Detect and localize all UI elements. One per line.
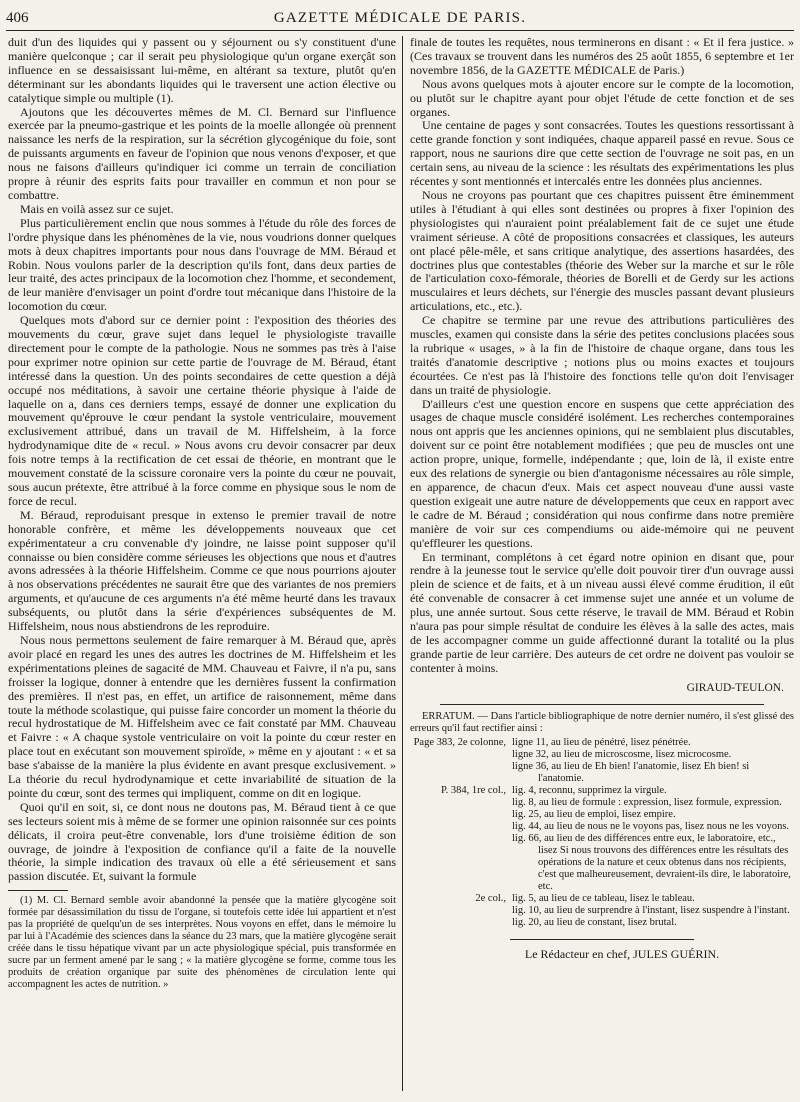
erratum-text: lig. 25, au lieu de emploi, lisez empire.: [512, 808, 676, 820]
erratum-row: [410, 749, 794, 761]
erratum-row: [410, 797, 794, 809]
left-column: [8, 36, 396, 1096]
erratum-text: lig. 44, au lieu de nous ne le voyons pas, lisez nous ne les voyons.: [512, 820, 790, 832]
erratum-row: [410, 761, 794, 785]
paragraph: M. Béraud, reproduisant presque in extenso le premier travail de notre honorable confrère, et même les développements nouveaux que cet expérimentateur a cru convenable d'y joindre, ne laisse point supposer qu'il connaisse ou bien considère comme sérieuses les objections que nous et d'autres avons adressées à la théorie Hiffelsheim. Comme ce que nous pourrions ajouter à nos observations précédentes ne saurait être que des variantes de nos premiers arguments, et qu'aucune de ces arguments n'a été même heurté dans les travaux subséquents, ou plutôt dans la série d'expériences subséquentes de M. Hiffelsheim, nous nous abstiendrons de les reproduire.: [8, 507, 396, 634]
erratum-row: [410, 905, 794, 917]
erratum-ref: P. 384, 1re col.,: [440, 784, 506, 796]
erratum-row: [410, 833, 794, 893]
erratum-text: lig. 8, au lieu de formule : expression, lisez formule, expression.: [512, 796, 782, 808]
erratum-ref: [410, 749, 512, 761]
erratum-text: lig. 10, au lieu de surprendre à l'instant, lisez suspendre à l'instant.: [512, 904, 790, 916]
paragraph: D'ailleurs c'est une question encore en suspens que cette appréciation des usages de chaque muscle considéré isolément. Les recherches contemporaines nous ont appris que les anciennes opinions, qui ne semblaient plus discutables, doivent sur ce point être notablement modifiées ; que peu de muscles ont une action propre, unique, formelle, indépendante ; que, loin de là, il existe entre eux des relations de synergie ou bien d'antagonisme nécessaires au rôle simple, en apparence, de chacun d'eux. Mais cet aspect nouveau d'une aussi vaste question exigeait une autre nature de développements que ceux en rapport avec le cadre de M. Béraud ; considération qui nous confirme dans notre première manière de voir sur ces compendiums ou aide-mémoire qui ne peuvent qu'effleurer les questions.: [410, 396, 794, 550]
erratum-intro: ERRATUM. — Dans l'article bibliographique de notre dernier numéro, il s'est glissé des erreurs qu'il faut rectifier ainsi :: [410, 710, 794, 734]
erratum-ref: Page 383, 2e colonne,: [413, 736, 506, 748]
paragraph: Nous ne croyons pas pourtant que ces chapitres puissent être éminemment utiles à l'étudiant à qui elles sont destinées ou propres à fixer l'opinion des physiologistes qui n'auraient point préalablement fait de ce sujet une étude vraiment sérieuse. A côté de propositions consacrées et classiques, les auteurs ont placé pêle-mêle, et sans critique analytique, des assertions hasardées, des doctrines plus que contestables (théorie des Weber sur la marche et sur le rôle de l'articulation coxo-fémorale, théories de Borelli et de Gerdy sur les actions musculaires et leurs déchets, sur l'énergie des muscles passant devant plusieurs articulations, etc., etc.).: [410, 187, 794, 314]
erratum-ref: [410, 761, 512, 785]
paragraph: Quelques mots d'abord sur ce dernier point : l'exposition des théories des mouvements du cœur, grave sujet dans lequel le physiologiste travaille directement pour le compte de la pathologie. Nous ne sommes pas très à l'aise pour exprimer notre opinion sur cette partie de l'ouvrage de M. Béraud, étant intéressé dans la question. Un des points secondaires de cette question a déjà occupé nos méditations, à savoir une certaine théorie physique à l'aide de laquelle on a, dans ces derniers temps, essayé de donner une explication du mouvement qu'éprouve le cœur pendant la systole ventriculaire, mouvement exclusivement attribué, dans un travail de M. Hiffelsheim, à la force hydrodynamique dite de « recul. » Nous avons cru devoir consacrer par deux fois notre temps à la rectification de cet essai de théorie, en montrant que le mouvement constaté de la scissure coronaire vers la pointe du cœur ne pouvait, sous aucun prétexte, être attribué à la force comme en physique sous le nom de force de recul.: [8, 313, 396, 508]
paragraph: finale de toutes les requêtes, nous terminerons en disant : « Et il fera justice. » (Ces travaux se trouvent dans les numéros des 25 août 1855, 6 septembre et 1er novembre 1856, de la GAZETTE MÉDICALE de Paris.): [410, 36, 794, 77]
erratum-text: lig. 4, reconnu, supprimez la virgule.: [512, 784, 667, 796]
erratum-ref: [410, 797, 512, 809]
footnote: (1) M. Cl. Bernard semble avoir abandonné la pensée que la matière glycogène soit formée par désassimilation du tissu de l'organe, si toutefois cette idée lui appartient et n'est pas la propriété de quelqu'un de ses interprètes. Nous voyons en effet, dans le mémoire lu par lui à l'Académie des sciences dans la séance du 23 mars, que la matière glycogène serait créée dans le tissu hépatique vivant par un acte physiologique spécial, puis transformée en sucre par un ferment amené par le sang ; « la matière glycogène se forme, comme tous les produits de création organique par suite des phénomènes de circulation lente qui accompagnent les actes de nutrition. »: [8, 895, 396, 991]
erratum-text: ligne 11, au lieu de pénétré, lisez pénétrée.: [512, 736, 691, 748]
erratum-ref: [410, 833, 512, 893]
paragraph: Plus particulièrement enclin que nous sommes à l'étude du rôle des forces de l'ordre physique dans les phénomènes de la vie, nous voudrions donner quelques mots à deux chapitres importants pour nous dans l'ouvrage de MM. Béraud et Robin. Nous voulons parler de la description qu'ils font, dans deux parties de leur traité, des actes principaux de la locomotion chez l'homme, et secondement, de leur manière d'envisager un point d'ordre tout mécanique dans l'histoire de la locomotion du cœur.: [8, 215, 396, 314]
editor-line: Le Rédacteur en chef, JULES GUÉRIN.: [524, 946, 720, 961]
erratum-ref: [410, 809, 512, 821]
erratum-row: [410, 917, 794, 929]
erratum-row: [410, 737, 794, 749]
running-head: [6, 6, 794, 31]
page-number: 406: [6, 10, 29, 26]
paragraph: Une centaine de pages y sont consacrées. Toutes les questions ressortissant à cette grande fonction y sont indiquées, chaque appareil passé en revue. Sous ce rapport, nous ne saurions dire que cette section de l'ouvrage ne soit pas, en un certain sens, au niveau de la science : les résultats des expérimentations les plus récentes y sont mentionnés et intercalés entre les données plus anciennes.: [410, 118, 794, 189]
editor-separator: [510, 939, 694, 940]
paragraph: Ajoutons que les découvertes mêmes de M. Cl. Bernard sur l'influence exercée par la pneumo-gastrique et les points de la moelle allongée où prennent naissance les nerfs de la respiration, sur la sécrétion glycogénique du foie, sont de puissants arguments en faveur de l'opinion que nous venons d'exposer, et que nous ne faisons d'ailleurs qu'indiquer ici comme un terrain de conciliation propre à réunir des esprits faits pour travailler en commun et non pour se combattre.: [8, 104, 396, 202]
journal-title: GAZETTE MÉDICALE DE PARIS.: [273, 10, 527, 26]
erratum-text: ligne 32, au lieu de microscosme, lisez microcosme.: [512, 748, 732, 760]
paragraph: Nous nous permettons seulement de faire remarquer à M. Béraud que, après avoir placé en regard les unes des autres les doctrines de M. Hiffelsheim et les expérimentations pleines de sagacité de MM. Chauveau et Faivre, il n'a pu, sans froisser la logique, donner à entendre que les dernières fussent la confirmation des premières. Il n'est pas, en effet, un artifice de raisonnement, même dans toute la méthode scolastique, qui puisse faire concorder un moment la théorie du recul hydrostatique de M. Hiffelsheim avec ce fait constaté par MM. Chauveau et Faivre : « A chaque systole ventriculaire on voit la pointe du cœur rester en place tout en exécutant son mouvement spiroïde, » même en y ajoutant : « et sa base s'abaisse de la manière la plus évidente en avant presque exclusivement. » La théorie du recul hydrodynamique et cette invariabilité de situation de la pointe du cœur, sont des termes qui impliquent, comme on dit en logique.: [8, 632, 396, 800]
erratum-row: [410, 785, 794, 797]
right-column: [410, 36, 794, 1096]
paragraph: Nous avons quelques mots à ajouter encore sur le compte de la locomotion, ou plutôt sur le chapitre ayant pour objet l'étude de cette fonction et de ses organes.: [410, 76, 794, 119]
erratum-ref: [410, 821, 512, 833]
erratum-ref: [410, 905, 512, 917]
erratum-text: lig. 20, au lieu de constant, lisez brutal.: [512, 916, 677, 928]
section-separator: [440, 704, 764, 705]
erratum-text: lig. 5, au lieu de ce tableau, lisez le tableau.: [512, 892, 695, 904]
author-signature: GIRAUD-TEULON.: [686, 681, 784, 694]
erratum-text: lig. 66, au lieu de des différences entre eux, le laboratoire, etc., lisez Si nous trouvons des différences entre les résultats des opérations de la nature et ceux obtenus dans nos récipients, c'est que malheureusement, devraient-ils dire, le laboratoire, etc.: [512, 832, 791, 892]
paragraph: Quoi qu'il en soit, si, ce dont nous ne doutons pas, M. Béraud tient à ce que ses lecteurs soient mis à même de se former une opinion raisonnée sur ces points délicats, il croira peut-être convenable, lors d'une troisième édition de son ouvrage, de joindre à l'exposition de confiance qu'il a faite de la nouvelle théorie, la simple indication des travaux où elle a été sérieusement et sans passion discutée. Et, suivant la formule: [8, 799, 396, 884]
erratum-text: ligne 36, au lieu de Eh bien! l'anatomie, lisez Eh bien! si l'anatomie.: [512, 760, 750, 784]
erratum-ref: [410, 917, 512, 929]
erratum-block: [410, 711, 794, 929]
erratum-row: [410, 821, 794, 833]
paragraph: duit d'un des liquides qui y passent ou y séjournent ou s'y constituent d'une manière quelconque ; car il serait peu physiologique qu'un organe exerçât son influence en se dessaisissant lui-même, en altérant sa texture, plutôt qu'en déterminant sur les abondants liquides qui le traversent une action élective ou catalytique simple ou multiple (1).: [8, 36, 396, 105]
erratum-row: [410, 809, 794, 821]
erratum-ref: 2e col.,: [475, 892, 506, 904]
paragraph: Ce chapitre se termine par une revue des attributions particulières des muscles, examen qui consiste dans la série des petites conclusions placées sous la rubrique « usages, » à la fin de l'histoire de chaque organe, dans tous les traités d'anatomie descriptive ; notions plus ou moins exactes et toujours écourtées. Ce n'est pas là l'histoire des fonctions telle qu'on doit l'envisager dans un traité de physiologie.: [410, 313, 794, 397]
column-divider: [402, 36, 403, 1091]
paragraph: Mais en voilà assez sur ce sujet.: [20, 201, 174, 216]
erratum-row: [410, 893, 794, 905]
paragraph: En terminant, complétons à cet égard notre opinion en disant que, pour rendre à la jeunesse tout le service qu'elle doit pouvoir tirer d'un ouvrage aussi plein de science et de faits, et à un niveau aussi élevé comme érudition, il eût été convenable de consacrer à cet immense sujet une année et un volume de plus, une année surtout. Sous cette réserve, le travail de MM. Béraud et Robin n'aura pas pour simple résultat de conduire les élèves à la salle des actes, mais de les accompagner comme un guide affectionné durant la totalité ou la plus grande partie de leur carrière. Des auteurs de cet ordre ne doivent pas vouloir se contenter à moins.: [410, 549, 794, 675]
footnote-rule: [8, 890, 68, 891]
